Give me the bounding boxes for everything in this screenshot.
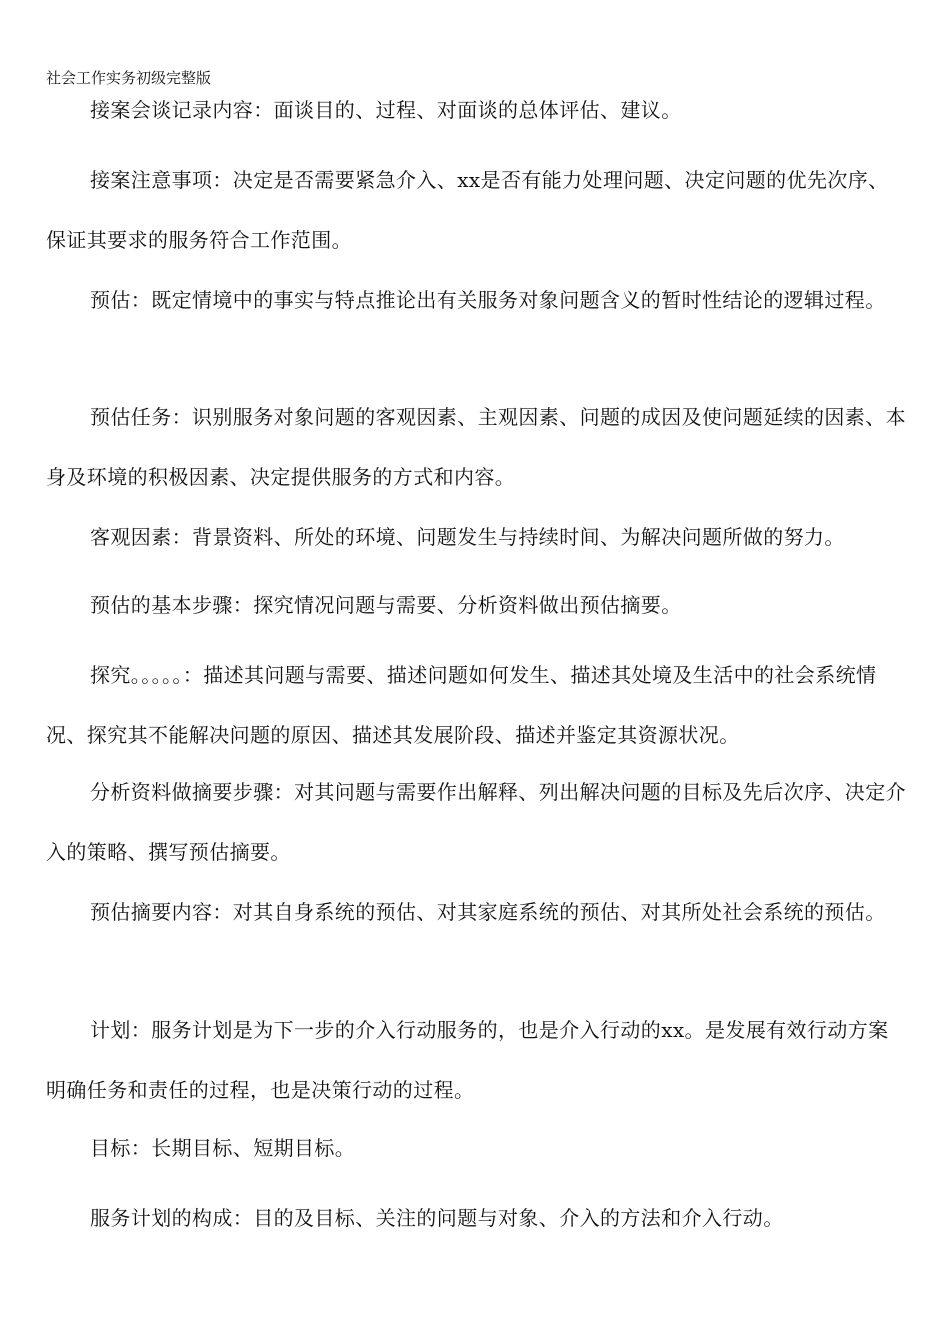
paragraph-objective-factors: 客观因素：背景资料、所处的环境、问题发生与持续时间、为解决问题所做的努力。: [90, 525, 845, 549]
paragraph-planning: 计划：服务计划是为下一步的介入行动服务的，也是介入行动的xx。是发展有效行动方案明确任务和责任的过程，也是决策行动的过程。: [46, 1018, 889, 1102]
page-header: 社会工作实务初级完整版: [46, 69, 212, 87]
paragraph-goals: 目标：长期目标、短期目标。: [90, 1136, 356, 1160]
paragraph-intake-record: 接案会谈记录内容：面谈目的、过程、对面谈的总体评估、建议。: [90, 98, 682, 122]
paragraph-intake-notes: 接案注意事项：决定是否需要紧急介入、xx是否有能力处理问题、决定问题的优先次序、保证其要求的服务符合工作范围。: [46, 168, 889, 252]
paragraph-assessment-steps: 预估的基本步骤：探究情况问题与需要、分析资料做出预估摘要。: [90, 593, 682, 617]
paragraph-summary-content: 预估摘要内容：对其自身系统的预估、对其家庭系统的预估、对其所处社会系统的预估。: [90, 900, 886, 924]
paragraph-analysis-steps: 分析资料做摘要步骤：对其问题与需要作出解释、列出解决问题的目标及先后次序、决定介入的策略、撰写预估摘要。: [46, 780, 906, 864]
paragraph-plan-components: 服务计划的构成：目的及目标、关注的问题与对象、介入的方法和介入行动。: [90, 1206, 784, 1230]
paragraph-exploration: 探究。。。。。：描述其问题与需要、描述问题如何发生、描述其处境及生活中的社会系统情况、探究其不能解决问题的原因、描述其发展阶段、描述并鉴定其资源状况。: [46, 663, 877, 747]
paragraph-assessment: 预估：既定情境中的事实与特点推论出有关服务对象问题含义的暂时性结论的逻辑过程。: [90, 288, 886, 312]
paragraph-assessment-tasks: 预估任务：识别服务对象问题的客观因素、主观因素、问题的成因及使问题延续的因素、本身及环境的积极因素、决定提供服务的方式和内容。: [46, 405, 906, 489]
